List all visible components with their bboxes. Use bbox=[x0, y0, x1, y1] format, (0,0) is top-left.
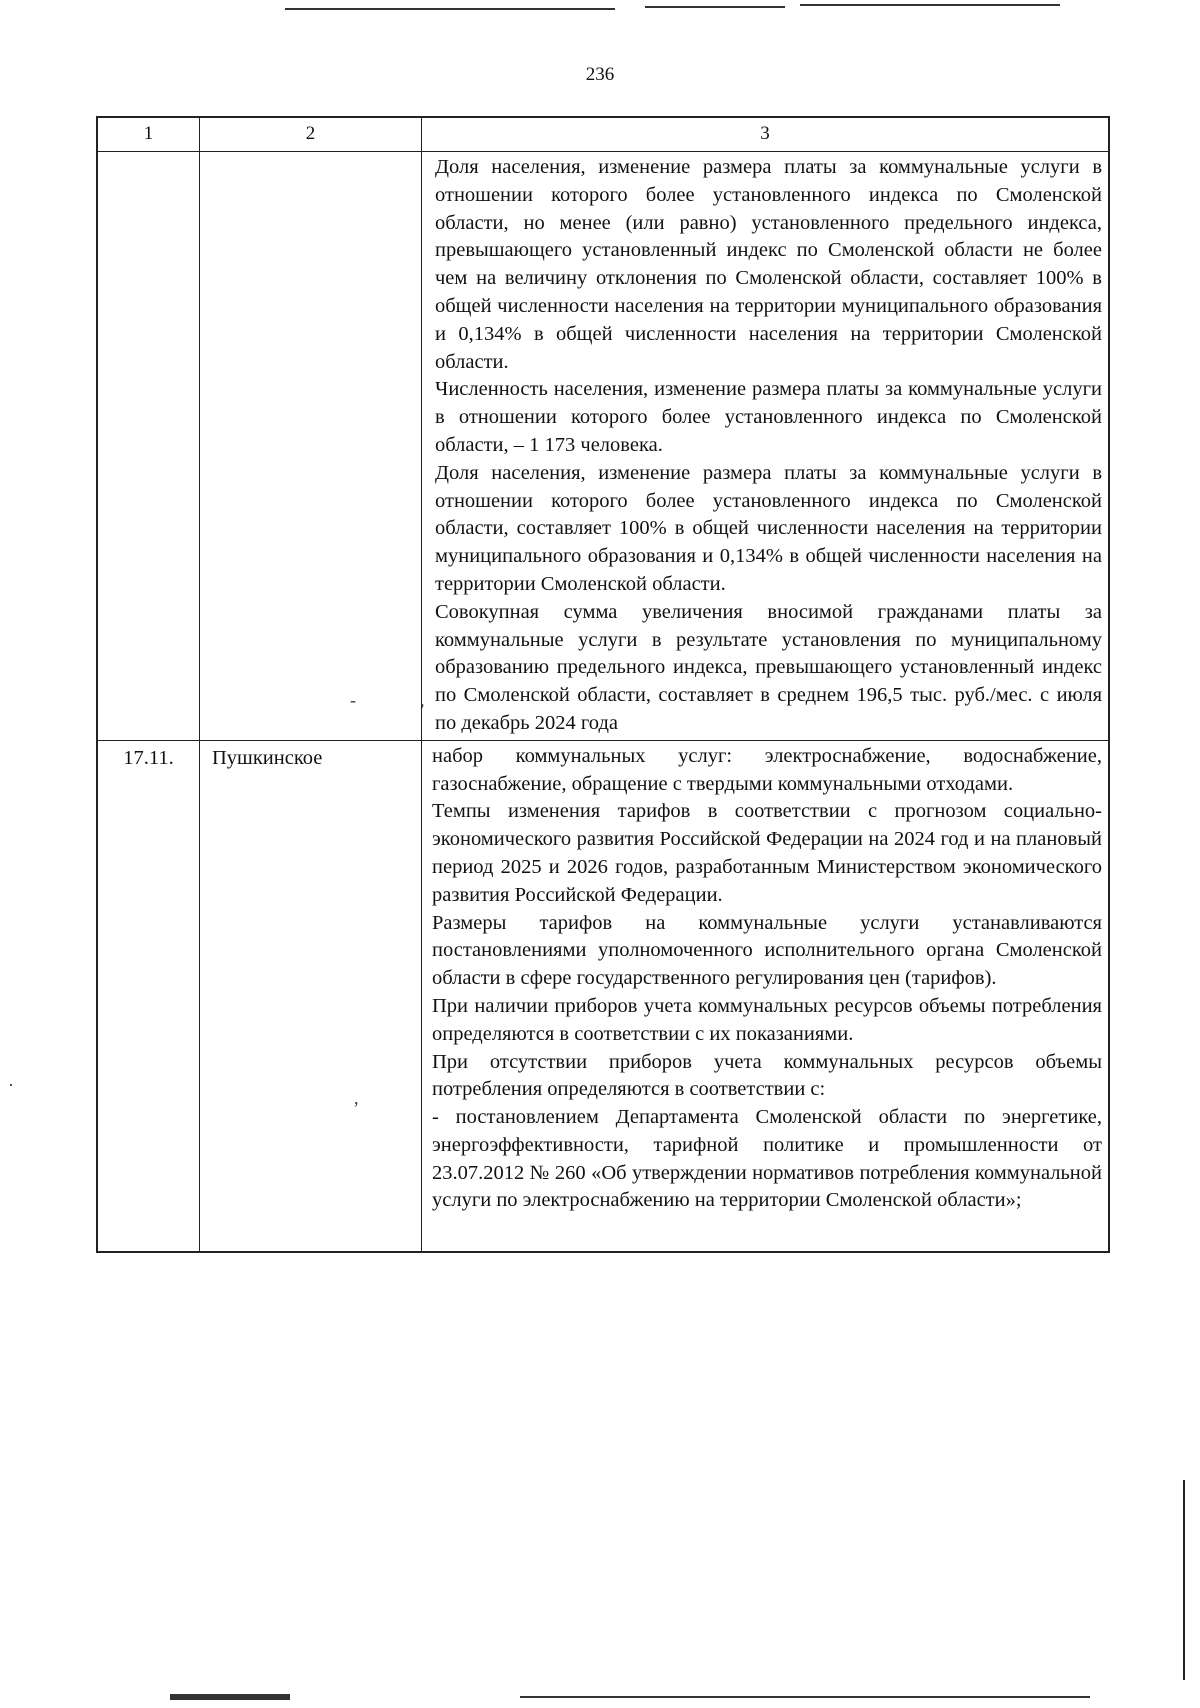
scan-artifact-bottom-1 bbox=[170, 1694, 290, 1700]
page-number: 236 bbox=[585, 64, 615, 85]
margin-bar-right bbox=[1183, 1480, 1185, 1680]
scan-speck: , bbox=[354, 1088, 359, 1108]
paragraph: Темпы изменения тарифов в соответствии с прогнозом социально-экономического развития Российской Федерации на 2024 год и на плановый период 2025 и 2026 годов, разработанным Министерством экономического развития Российской Федерации. bbox=[432, 800, 1102, 906]
scan-speck: , bbox=[420, 690, 425, 710]
table-row-continued bbox=[98, 152, 1108, 741]
row-number-cell bbox=[98, 152, 200, 740]
row-description-cell bbox=[422, 741, 1108, 1252]
header-col-2: 2 bbox=[200, 118, 422, 151]
paragraph: набор коммунальных услуг: электроснабжение, водоснабжение, газоснабжение, обращение с твердыми коммунальными отходами. bbox=[432, 744, 1102, 795]
row-number-cell: 17.11. bbox=[98, 741, 200, 1252]
paragraph: Доля населения, изменение размера платы за коммунальные услуги в отношении которого более установленного индекса по Смоленской области, но менее (или равно) установленного предельного индекса, превышающего установленный индекс по Смоленской области не более чем на величину отклонения по Смоленской области, составляет 100% в общей численности населения на территории муниципального образования и 0,134% в общей численности населения на территории Смоленской области. bbox=[435, 156, 1102, 373]
scan-artifact-top-1 bbox=[285, 8, 615, 10]
table-header-row bbox=[98, 118, 1108, 152]
row-name-cell bbox=[200, 152, 422, 740]
paragraph: Численность населения, изменение размера платы за коммунальные услуги в отношении которого более установленного индекса по Смоленской области, – 1 173 человека. bbox=[435, 378, 1102, 456]
paragraph: Совокупная сумма увеличения вносимой гражданами платы за коммунальные услуги в результате установления по муниципальному образованию предельного индекса, превышающего установленный индекс по Смоленской области, составляет в среднем 196,5 тыс. руб./мес. с июля по декабрь 2024 года bbox=[435, 600, 1102, 734]
paragraph: При наличии приборов учета коммунальных ресурсов объемы потребления определяются в соответствии с их показаниями. bbox=[432, 994, 1102, 1045]
row-description-cell bbox=[422, 152, 1108, 740]
table-row-pushkinskoe bbox=[98, 741, 1108, 1252]
paragraph: Доля населения, изменение размера платы за коммунальные услуги в отношении которого более установленного индекса по Смоленской области, составляет 100% в общей численности населения на территории муниципального образования и 0,134% в общей численности населения на территории Смоленской области. bbox=[435, 461, 1102, 595]
scan-artifact-bottom-2 bbox=[520, 1696, 1090, 1698]
scan-speck: · bbox=[8, 1075, 14, 1095]
paragraph: При отсутствии приборов учета коммунальных ресурсов объемы потребления определяются в соответствии с: bbox=[432, 1050, 1102, 1101]
header-col-1: 1 bbox=[98, 118, 200, 151]
paragraph: - постановлением Департамента Смоленской области по энергетике, энергоэффективности, тарифной политике и промышленности от 23.07.2012 № 260 «Об утверждении нормативов потребления коммунальной услуги по электроснабжению на территории Смоленской области»; bbox=[432, 1106, 1102, 1212]
paragraph: Размеры тарифов на коммунальные услуги устанавливаются постановлениями уполномоченного исполнительного органа Смоленской области в сфере государственного регулирования цен (тарифов). bbox=[432, 911, 1102, 990]
header-col-3: 3 bbox=[760, 123, 770, 144]
row-name-cell: Пушкинское bbox=[200, 741, 422, 1252]
scan-speck: - bbox=[350, 690, 356, 710]
document-table bbox=[96, 116, 1110, 1253]
scan-artifact-top-3 bbox=[800, 4, 1060, 6]
scan-artifact-top-2 bbox=[645, 6, 785, 8]
